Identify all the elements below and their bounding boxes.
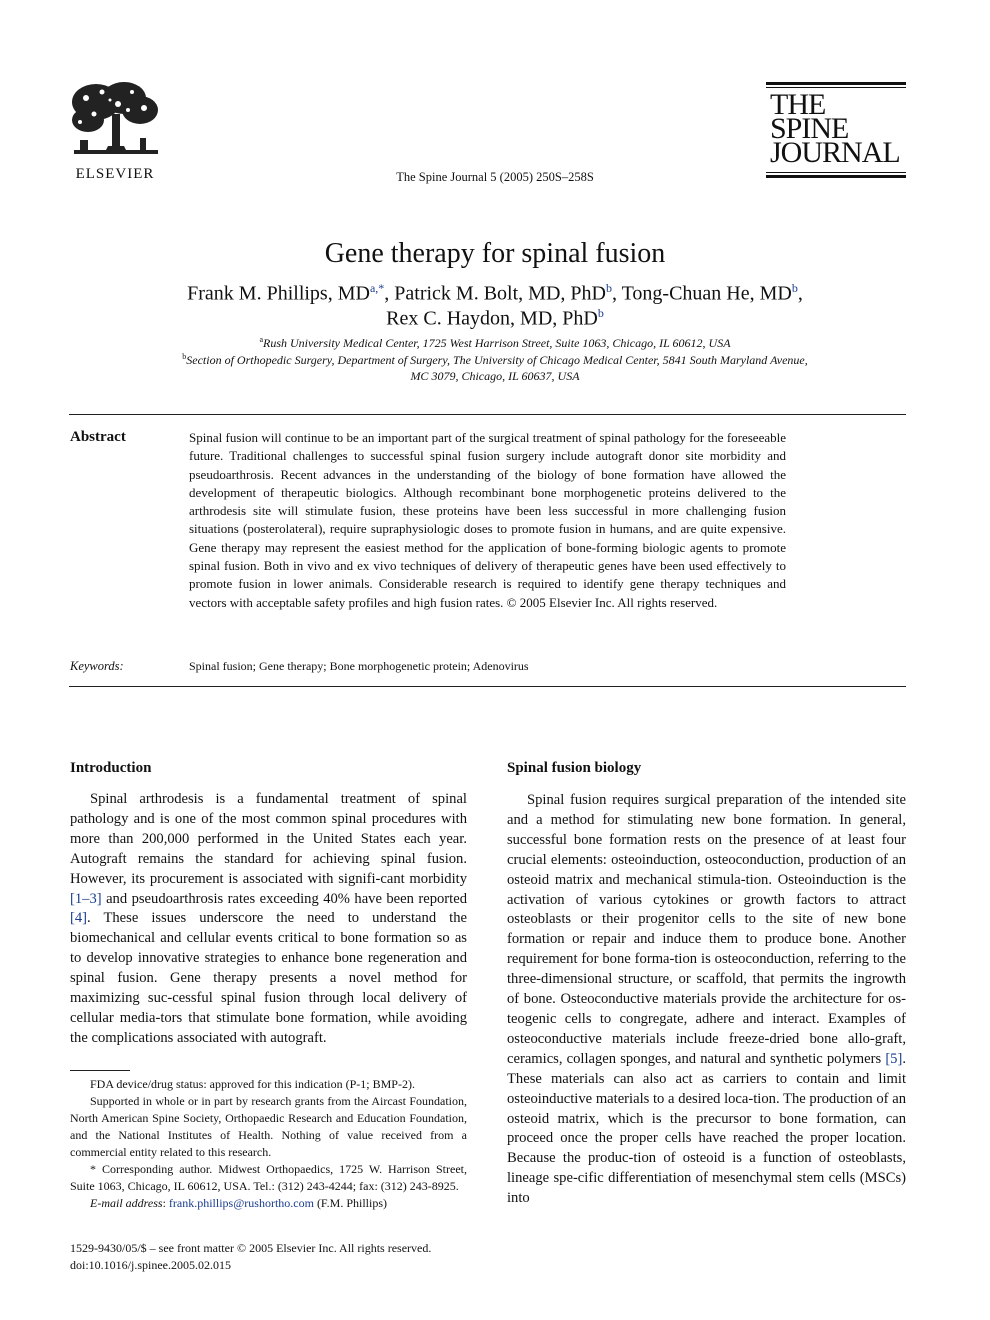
keywords-text: Spinal fusion; Gene therapy; Bone morphogenetic protein; Adenovirus <box>189 659 529 673</box>
section-heading-biology: Spinal fusion biology <box>507 760 642 776</box>
abstract-heading: Abstract <box>70 429 126 445</box>
logo-rule <box>766 175 906 178</box>
affiliation-b-cont: MC 3079, Chicago, IL 60637, USA <box>410 369 580 383</box>
citation-link[interactable]: [5] <box>885 1050 903 1067</box>
affil-text: Rush University Medical Center, 1725 West Harrison Street, Suite 1063, Chicago, IL 60612, USA <box>263 336 731 350</box>
elsevier-logo <box>66 80 164 184</box>
author-line-1 <box>0 281 990 306</box>
footnote-corresponding <box>70 1161 467 1195</box>
publisher-name: ELSEVIER <box>75 166 155 182</box>
journal-reference: The Spine Journal 5 (2005) 250S–258S <box>396 170 594 184</box>
keywords-heading: Keywords: <box>70 659 124 673</box>
issn-line: 1529-9430/05/$ – see front matter © 2005 Elsevier Inc. All rights reserved. <box>70 1241 432 1255</box>
footnote-divider <box>70 1070 130 1071</box>
body-text: and pseudoarthrosis rates exceeding 40% have been reported <box>101 890 467 907</box>
footnote-mark: * <box>90 1162 96 1176</box>
author-affil-mark[interactable]: b <box>605 281 612 295</box>
author-line-2 <box>0 306 990 331</box>
abstract-text: Spinal fusion will continue to be an important part of the surgical treatment of spinal pathology for the foreseeable future. Traditional challenges to successful spinal fusion surgery include autograft donor site morbidity and pseudoarthrosis. Recent advances in the understanding of the biology of bone formation have allowed the development of therapeutic biologics. Although recombinant bone morphogenetic proteins delivered to the arthrodesis site will stimulate fusion, these proteins have been less successful in more challenging fusion situations (posterolateral), require supraphysiologic doses to promote fusion in humans, and are quite expensive. Gene therapy may represent the easiest method for the application of bone-forming biologic agents to promote spinal fusion. Both in vivo and ex vivo techniques of delivery of therapeutic genes have been used effectively to promote fusion in lower animals. Considerable research is required to identify gene therapy techniques and vectors with acceptable safety profiles and high fusion rates. © 2005 Elsevier Inc. All rights reserved. <box>189 430 786 610</box>
affil-text: Section of Orthopedic Surgery, Department of Surgery, The University of Chicago Medical Center, 5841 South Maryland Avenue, <box>186 353 808 367</box>
author-affil-mark[interactable]: a,* <box>369 281 385 295</box>
email-label: E-mail address <box>90 1196 163 1210</box>
author-affil-mark[interactable]: b <box>597 306 604 320</box>
citation-link[interactable]: [1–3] <box>70 890 102 907</box>
body-text: Spinal fusion requires surgical preparation of the intended site and a method for stimulating new bone formation. In general, successful bone formation rests on the presence of at least four crucial elements: osteoinduction, osteoconduction, production of an osteoid matrix and mechanical stimula-tion. Osteoinduction is the activation of various cytokines or growth factors to attract osteoblasts or their progenitor cells to the site of new bone formation or repair and induce them to produce bone. Another requirement for bone forma-tion is osteoconduction, referring to the three-dimensional structure, or scaffold, that permits the ingrowth of bone. Osteoconductive materials provide the architecture for os-teogenic cells to congregate, adhere and interact. Examples of osteoconductive materials include freeze-dried bone allo-graft, ceramics, collagen sponges, and natural and synthetic polymers <box>507 792 906 1067</box>
body-text: . These materials can also act as carriers to contain and limit osteoinductive materials to a desired loca-tion. The production of an osteoid matrix, which is the precursor to bone formation, can proceed once the proper cells have reached the proper location. Because the produc-tion of osteoid is a function of osteoblasts, lineage spe-cific differentiation of mesenchymal stem cells (MSCs) into <box>507 1050 906 1207</box>
divider <box>69 414 906 415</box>
footnote-fda: FDA device/drug status: approved for this indication (P-1; BMP-2). <box>90 1077 415 1091</box>
author-name: Frank M. Phillips, MD <box>187 282 370 305</box>
email-owner: (F.M. Phillips) <box>313 1196 387 1210</box>
affil-mark: a <box>259 335 264 344</box>
author-name: , Patrick M. Bolt, MD, PhD <box>384 282 606 305</box>
body-text: . These issues underscore the need to understand the biomechanical and cellular events critical to bone formation so as to develop innovative strategies to enhance bone regeneration and spinal fusion. Gene therapy presents a novel method for maximizing suc-cessful spinal fusion through local delivery of cellular media-tors that stimulate bone formation, while avoiding the complications associated with autograft. <box>70 910 467 1046</box>
logo-line-1: THE <box>770 88 826 121</box>
affil-mark: b <box>182 352 187 361</box>
doi-line: doi:10.1016/j.spinee.2005.02.015 <box>70 1258 231 1272</box>
logo-rule <box>766 172 906 173</box>
author-affil-mark[interactable]: b <box>791 281 798 295</box>
logo-line-2: SPINE <box>770 112 849 145</box>
biology-body <box>507 791 906 1209</box>
author-separator: , <box>797 282 803 305</box>
email-separator: : <box>162 1196 169 1210</box>
footnote-support: Supported in whole or in part by research grants from the Aircast Foundation, North American Spine Society, Orthopaedic Research and Education Foundation, and the National Institutes of Health. Nothing of value received from a commercial entity related to this research. <box>70 1094 467 1159</box>
elsevier-tree-icon <box>66 80 164 164</box>
logo-rule <box>766 82 906 85</box>
author-name: Rex C. Haydon, MD, PhD <box>386 307 598 330</box>
affiliation-a <box>0 335 990 351</box>
logo-line-3: JOURNAL <box>770 136 900 169</box>
body-text: Spinal arthrodesis is a fundamental treatment of spinal pathology and is one of the most common spinal procedures with more than 200,000 performed in the United States each year. Autograft remains the standard for achieving spinal fusion. However, its procurement is associated with signifi-cant morbidity <box>70 791 467 887</box>
footnote-text: Corresponding author. Midwest Orthopaedics, 1725 W. Harrison Street, Suite 1063, Chicago, IL 60612, USA. Tel.: (312) 243-4244; fax: (312) 243-8925. <box>70 1162 467 1193</box>
divider <box>69 686 906 687</box>
introduction-body <box>70 790 467 1049</box>
affiliation-b <box>0 352 990 368</box>
front-matter-info <box>70 1240 431 1274</box>
article-title: Gene therapy for spinal fusion <box>324 238 666 269</box>
journal-logo <box>766 82 906 180</box>
section-heading-introduction: Introduction <box>70 760 152 776</box>
author-name: , Tong-Chuan He, MD <box>611 282 792 305</box>
email-link[interactable]: frank.phillips@rushortho.com <box>168 1196 314 1210</box>
citation-link[interactable]: [4] <box>70 910 88 927</box>
footnotes <box>70 1076 467 1212</box>
footnote-email <box>70 1195 467 1212</box>
